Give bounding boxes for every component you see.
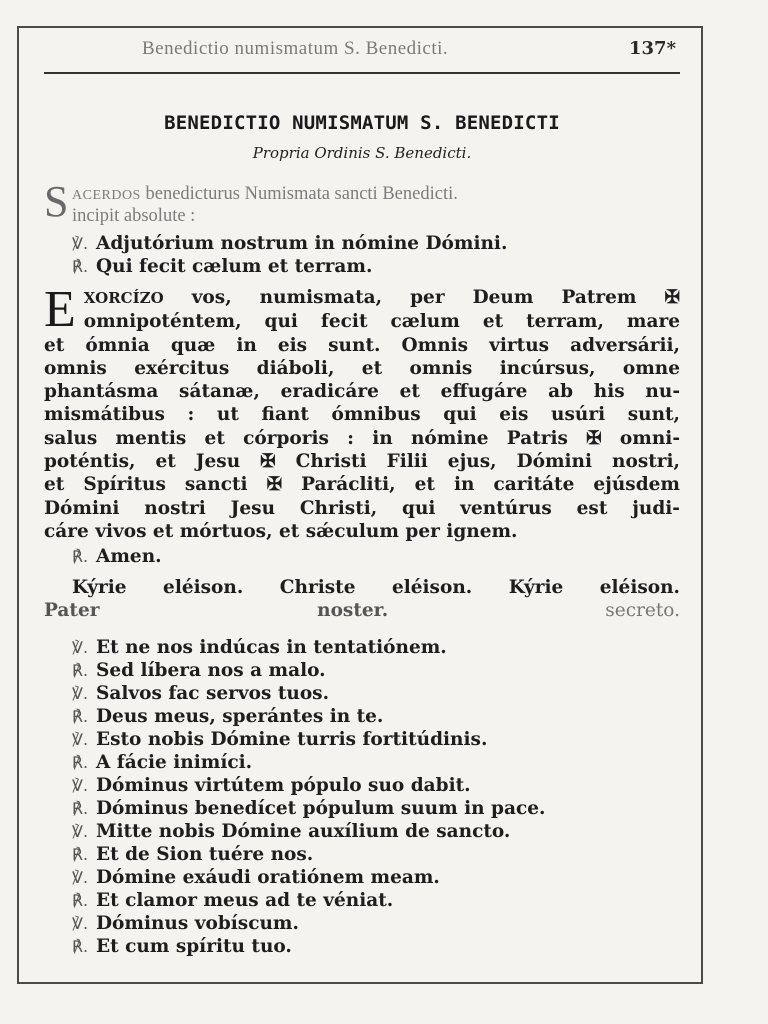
versicle-list-item xyxy=(44,705,680,728)
amen-line xyxy=(44,545,680,568)
prayer-line-text: vos, numismata, per Deum Patrem ✠ xyxy=(191,287,680,308)
prayer-line: Dómini nostri Jesu Christi, qui ventúrus est judi- xyxy=(44,497,680,519)
prayer-line: et Spíritus sancti ✠ Parácliti, et in caritáte ejúsdem xyxy=(44,474,680,496)
prayer-line: phantásma sátanæ, eradicáre et effugáre ab his nu- xyxy=(44,381,680,403)
versicle-list xyxy=(44,636,680,958)
pater-noster-line xyxy=(44,599,680,622)
versicle-text: Et ne nos indúcas in tentatiónem. xyxy=(96,637,447,659)
versicle-symbol: ℟. xyxy=(72,937,89,957)
page-content xyxy=(44,112,680,958)
pater-noster-text: Pater noster. xyxy=(44,600,389,622)
rubric-line1: benedicturus Numismata sancti Benedicti. xyxy=(140,184,458,204)
versicle-list-item xyxy=(44,751,680,774)
rubric-smallcaps: ACERDOS xyxy=(72,188,141,203)
header-rule xyxy=(44,72,680,74)
prayer-line: omnis exércitus diáboli, et omnis incúrsus, omne xyxy=(44,357,680,379)
exorcism-prayer xyxy=(44,281,680,543)
secreto-text: secreto. xyxy=(388,600,680,622)
exorcism-dropcap: E xyxy=(44,281,76,338)
versicle-symbol: ℣. xyxy=(72,914,89,934)
versicle-text: Adjutórium nostrum in nómine Dómini. xyxy=(96,233,508,254)
page-title: BENEDICTIO NUMISMATUM S. BENEDICTI xyxy=(164,112,560,134)
versicle-list-item xyxy=(44,659,680,682)
versicle-list-item xyxy=(44,866,680,889)
versicle-text: Esto nobis Dómine turris fortitúdinis. xyxy=(96,729,488,751)
versicle-list-item xyxy=(44,820,680,843)
versicle-text: Mitte nobis Dómine auxílium de sancto. xyxy=(96,821,511,843)
versicle-symbol: ℟. xyxy=(72,661,89,681)
response-text: Qui fecit cælum et terram. xyxy=(96,256,373,277)
versicle-list-item xyxy=(44,797,680,820)
rubric-dropcap: S xyxy=(44,177,69,226)
versicle-text: Dóminus benedícet pópulum suum in pace. xyxy=(96,798,546,820)
versicle-text: Dóminus virtútem pópulo suo dabit. xyxy=(96,775,471,797)
prayer-line: salus mentis et córporis : in nómine Patris ✠ omni- xyxy=(44,427,680,449)
prayer-line: et ómnia quæ in eis sunt. Omnis virtus adversárii, xyxy=(44,334,680,356)
opening-versicles xyxy=(44,232,680,278)
versicle-list-item xyxy=(44,774,680,797)
versicle-text: Dómine exáudi oratiónem meam. xyxy=(96,867,440,889)
versicle-text: Et de Sion tuére nos. xyxy=(96,844,314,866)
versicle-symbol: ℣. xyxy=(72,638,89,658)
versicle-symbol: ℣. xyxy=(72,822,89,842)
rubric-line2: incipit absolute : xyxy=(72,206,196,226)
kyrie-line: Kýrie eléison. Christe eléison. Kýrie eléison. xyxy=(72,577,680,599)
versicle-text: Et clamor meus ad te véniat. xyxy=(96,890,394,912)
versicle-symbol: ℣. xyxy=(72,730,89,750)
versicle-symbol: ℣. xyxy=(72,234,89,253)
versicle-list-item xyxy=(44,889,680,912)
page-subtitle: Propria Ordinis S. Benedicti. xyxy=(252,144,472,162)
response-line xyxy=(44,255,680,278)
running-head xyxy=(44,36,680,72)
running-title: Benedictio numismatum S. Benedicti. xyxy=(142,38,449,59)
versicle-text: Salvos fac servos tuos. xyxy=(96,683,330,705)
versicle-symbol: ℟. xyxy=(72,845,89,865)
versicle-symbol: ℣. xyxy=(72,684,89,704)
versicle-list-item xyxy=(44,935,680,958)
exorcism-smallcaps: XORCÍZO xyxy=(83,289,164,307)
versicle-symbol: ℣. xyxy=(72,776,89,796)
prayer-line: poténtis, et Jesu ✠ Christi Filii ejus, Dómini nostri, xyxy=(44,451,680,473)
versicle-list-item xyxy=(44,682,680,705)
versicle-symbol: ℣. xyxy=(72,868,89,888)
response-symbol: ℟. xyxy=(72,547,89,567)
versicle-list-item xyxy=(44,843,680,866)
prayer-line xyxy=(44,286,680,310)
prayer-line: omnipoténtem, qui fecit cælum et terram, mare xyxy=(83,311,680,333)
page-number: 137* xyxy=(629,38,676,59)
prayer-line: mismátibus : ut fiant ómnibus qui eis usúri sunt, xyxy=(44,404,680,426)
versicle-list-item xyxy=(44,912,680,935)
prayer-line: cáre vivos et mórtuos, et sǽculum per ignem. xyxy=(44,520,518,542)
versicle-symbol: ℟. xyxy=(72,799,89,819)
versicle-list-item xyxy=(44,728,680,751)
versicle-text: Sed líbera nos a malo. xyxy=(96,660,326,682)
versicle-symbol: ℟. xyxy=(72,753,89,773)
rubric xyxy=(44,177,680,226)
versicle-text: A fácie inimíci. xyxy=(96,752,253,774)
response-symbol: ℟. xyxy=(72,257,89,276)
versicle-symbol: ℟. xyxy=(72,891,89,911)
amen-text: Amen. xyxy=(96,546,162,568)
versicle-list-item xyxy=(44,636,680,659)
kyrie-block xyxy=(44,576,680,622)
versicle-symbol: ℟. xyxy=(72,707,89,727)
versicle-text: Et cum spíritu tuo. xyxy=(96,936,292,958)
versicle-line xyxy=(44,232,680,255)
versicle-text: Dóminus vobíscum. xyxy=(96,913,299,935)
versicle-text: Deus meus, sperántes in te. xyxy=(96,706,384,728)
